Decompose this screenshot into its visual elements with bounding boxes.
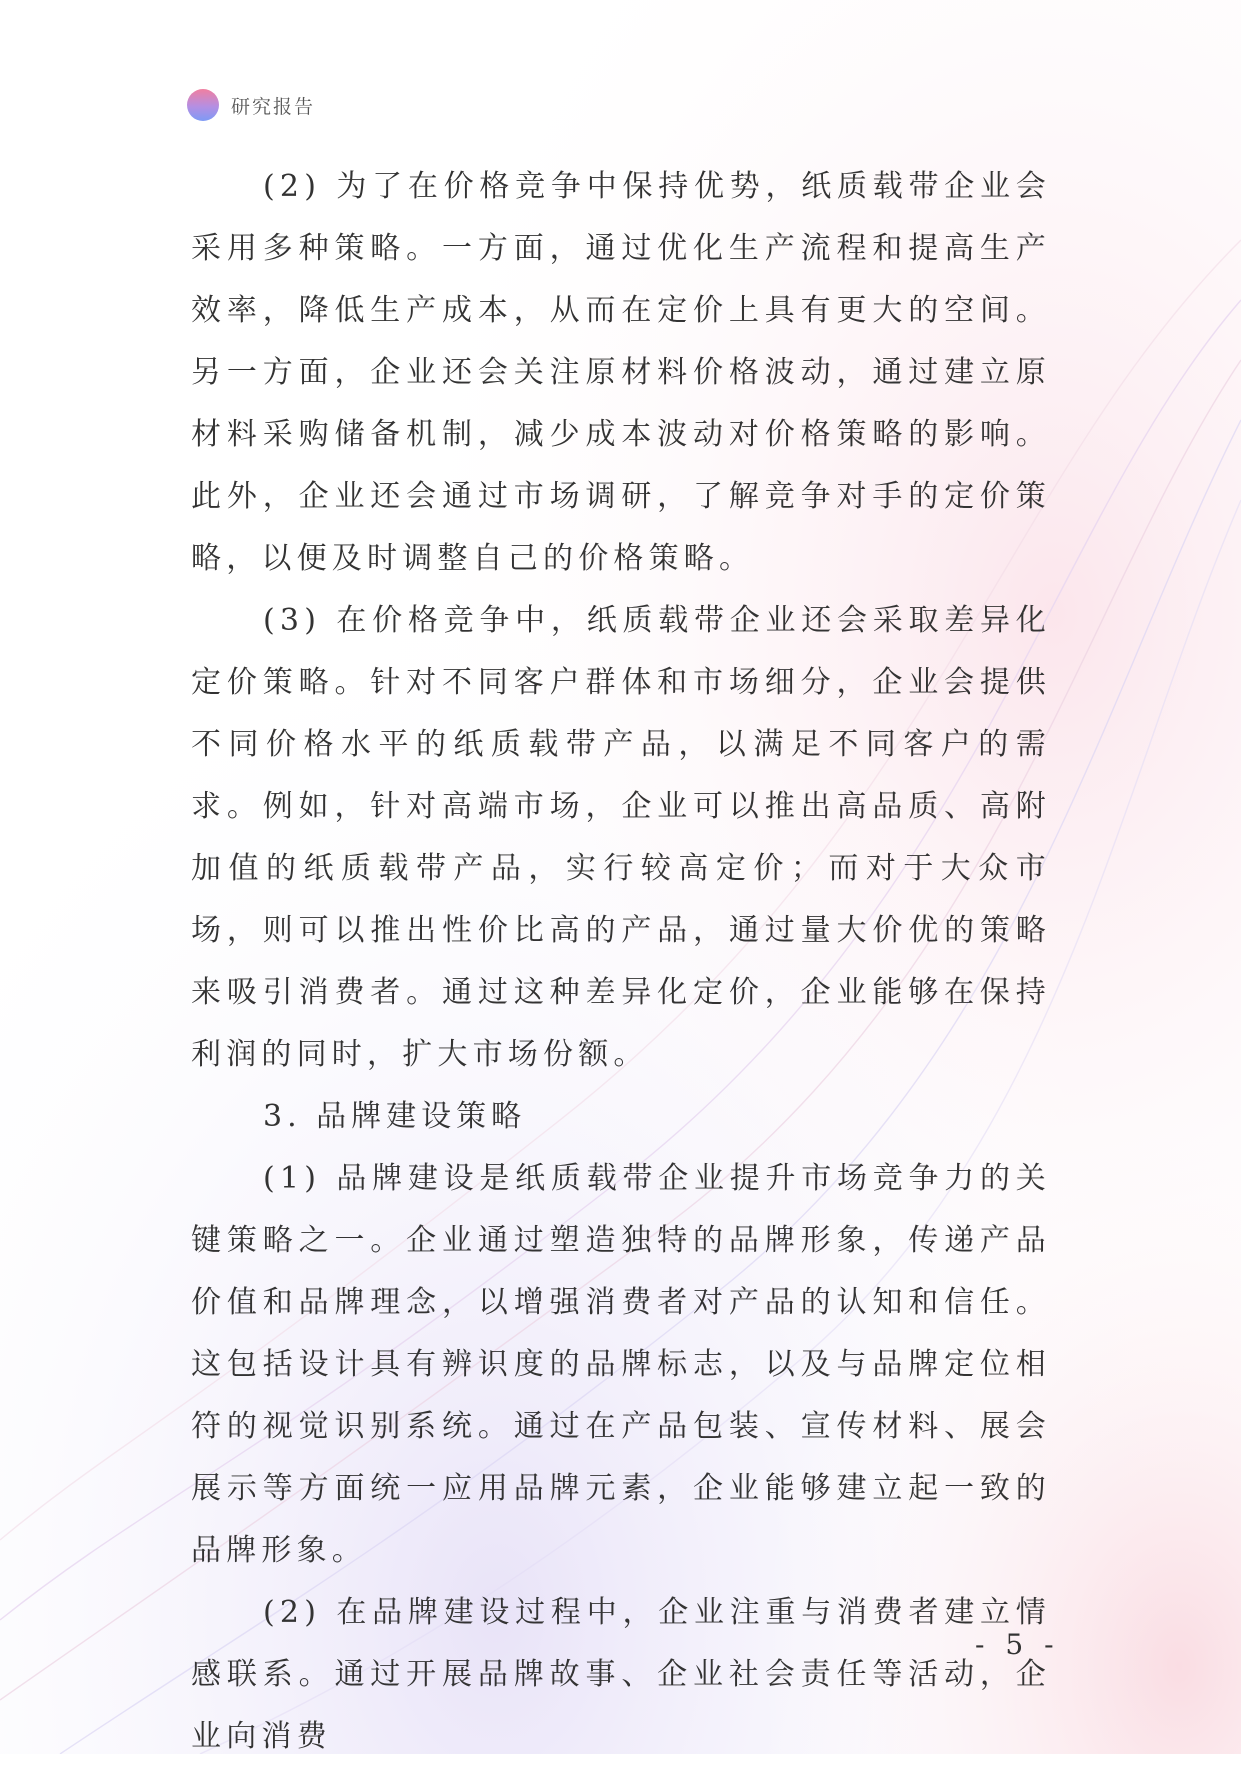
paragraph-brand-strategy-1: (1) 品牌建设是纸质载带企业提升市场竞争力的关键策略之一。企业通过塑造独特的品牌形象，传递产品价值和品牌理念，以增强消费者对产品的认知和信任。这包括设计具有辨识度的品牌标志，以及与品牌定位相符的视觉识别系统。通过在产品包装、宣传材料、展会展示等方面统一应用品牌元素，企业能够建立起一致的品牌形象。 <box>191 1161 1051 1568</box>
brand-logo-icon <box>187 89 219 121</box>
paragraph-brand-strategy-2: (2) 在品牌建设过程中，企业注重与消费者建立情感联系。通过开展品牌故事、企业社会责任等活动，企业向消费 <box>191 1595 1051 1754</box>
paragraph-price-strategy-3: (3) 在价格竞争中，纸质载带企业还会采取差异化定价策略。针对不同客户群体和市场细分，企业会提供不同价格水平的纸质载带产品，以满足不同客户的需求。例如，针对高端市场，企业可以推出高品质、高附加值的纸质载带产品，实行较高定价；而对于大众市场，则可以推出性价比高的产品，通过量大价优的策略来吸引消费者。通过这种差异化定价，企业能够在保持利润的同时，扩大市场份额。 <box>191 603 1051 1072</box>
section-heading-brand-strategy: 3. 品牌建设策略 <box>263 1099 527 1134</box>
document-body <box>191 156 1051 1768</box>
page-number: - 5 - <box>975 1628 1060 1661</box>
paragraph-price-strategy-2: (2) 为了在价格竞争中保持优势，纸质载带企业会采用多种策略。一方面，通过优化生产流程和提高生产效率，降低生产成本，从而在定价上具有更大的空间。另一方面，企业还会关注原材料价格波动，通过建立原材料采购储备机制，减少成本波动对价格策略的影响。此外，企业还会通过市场调研，了解竞争对手的定价策略，以便及时调整自己的价格策略。 <box>191 169 1051 576</box>
report-header <box>187 89 315 121</box>
header-title: 研究报告 <box>231 95 316 118</box>
